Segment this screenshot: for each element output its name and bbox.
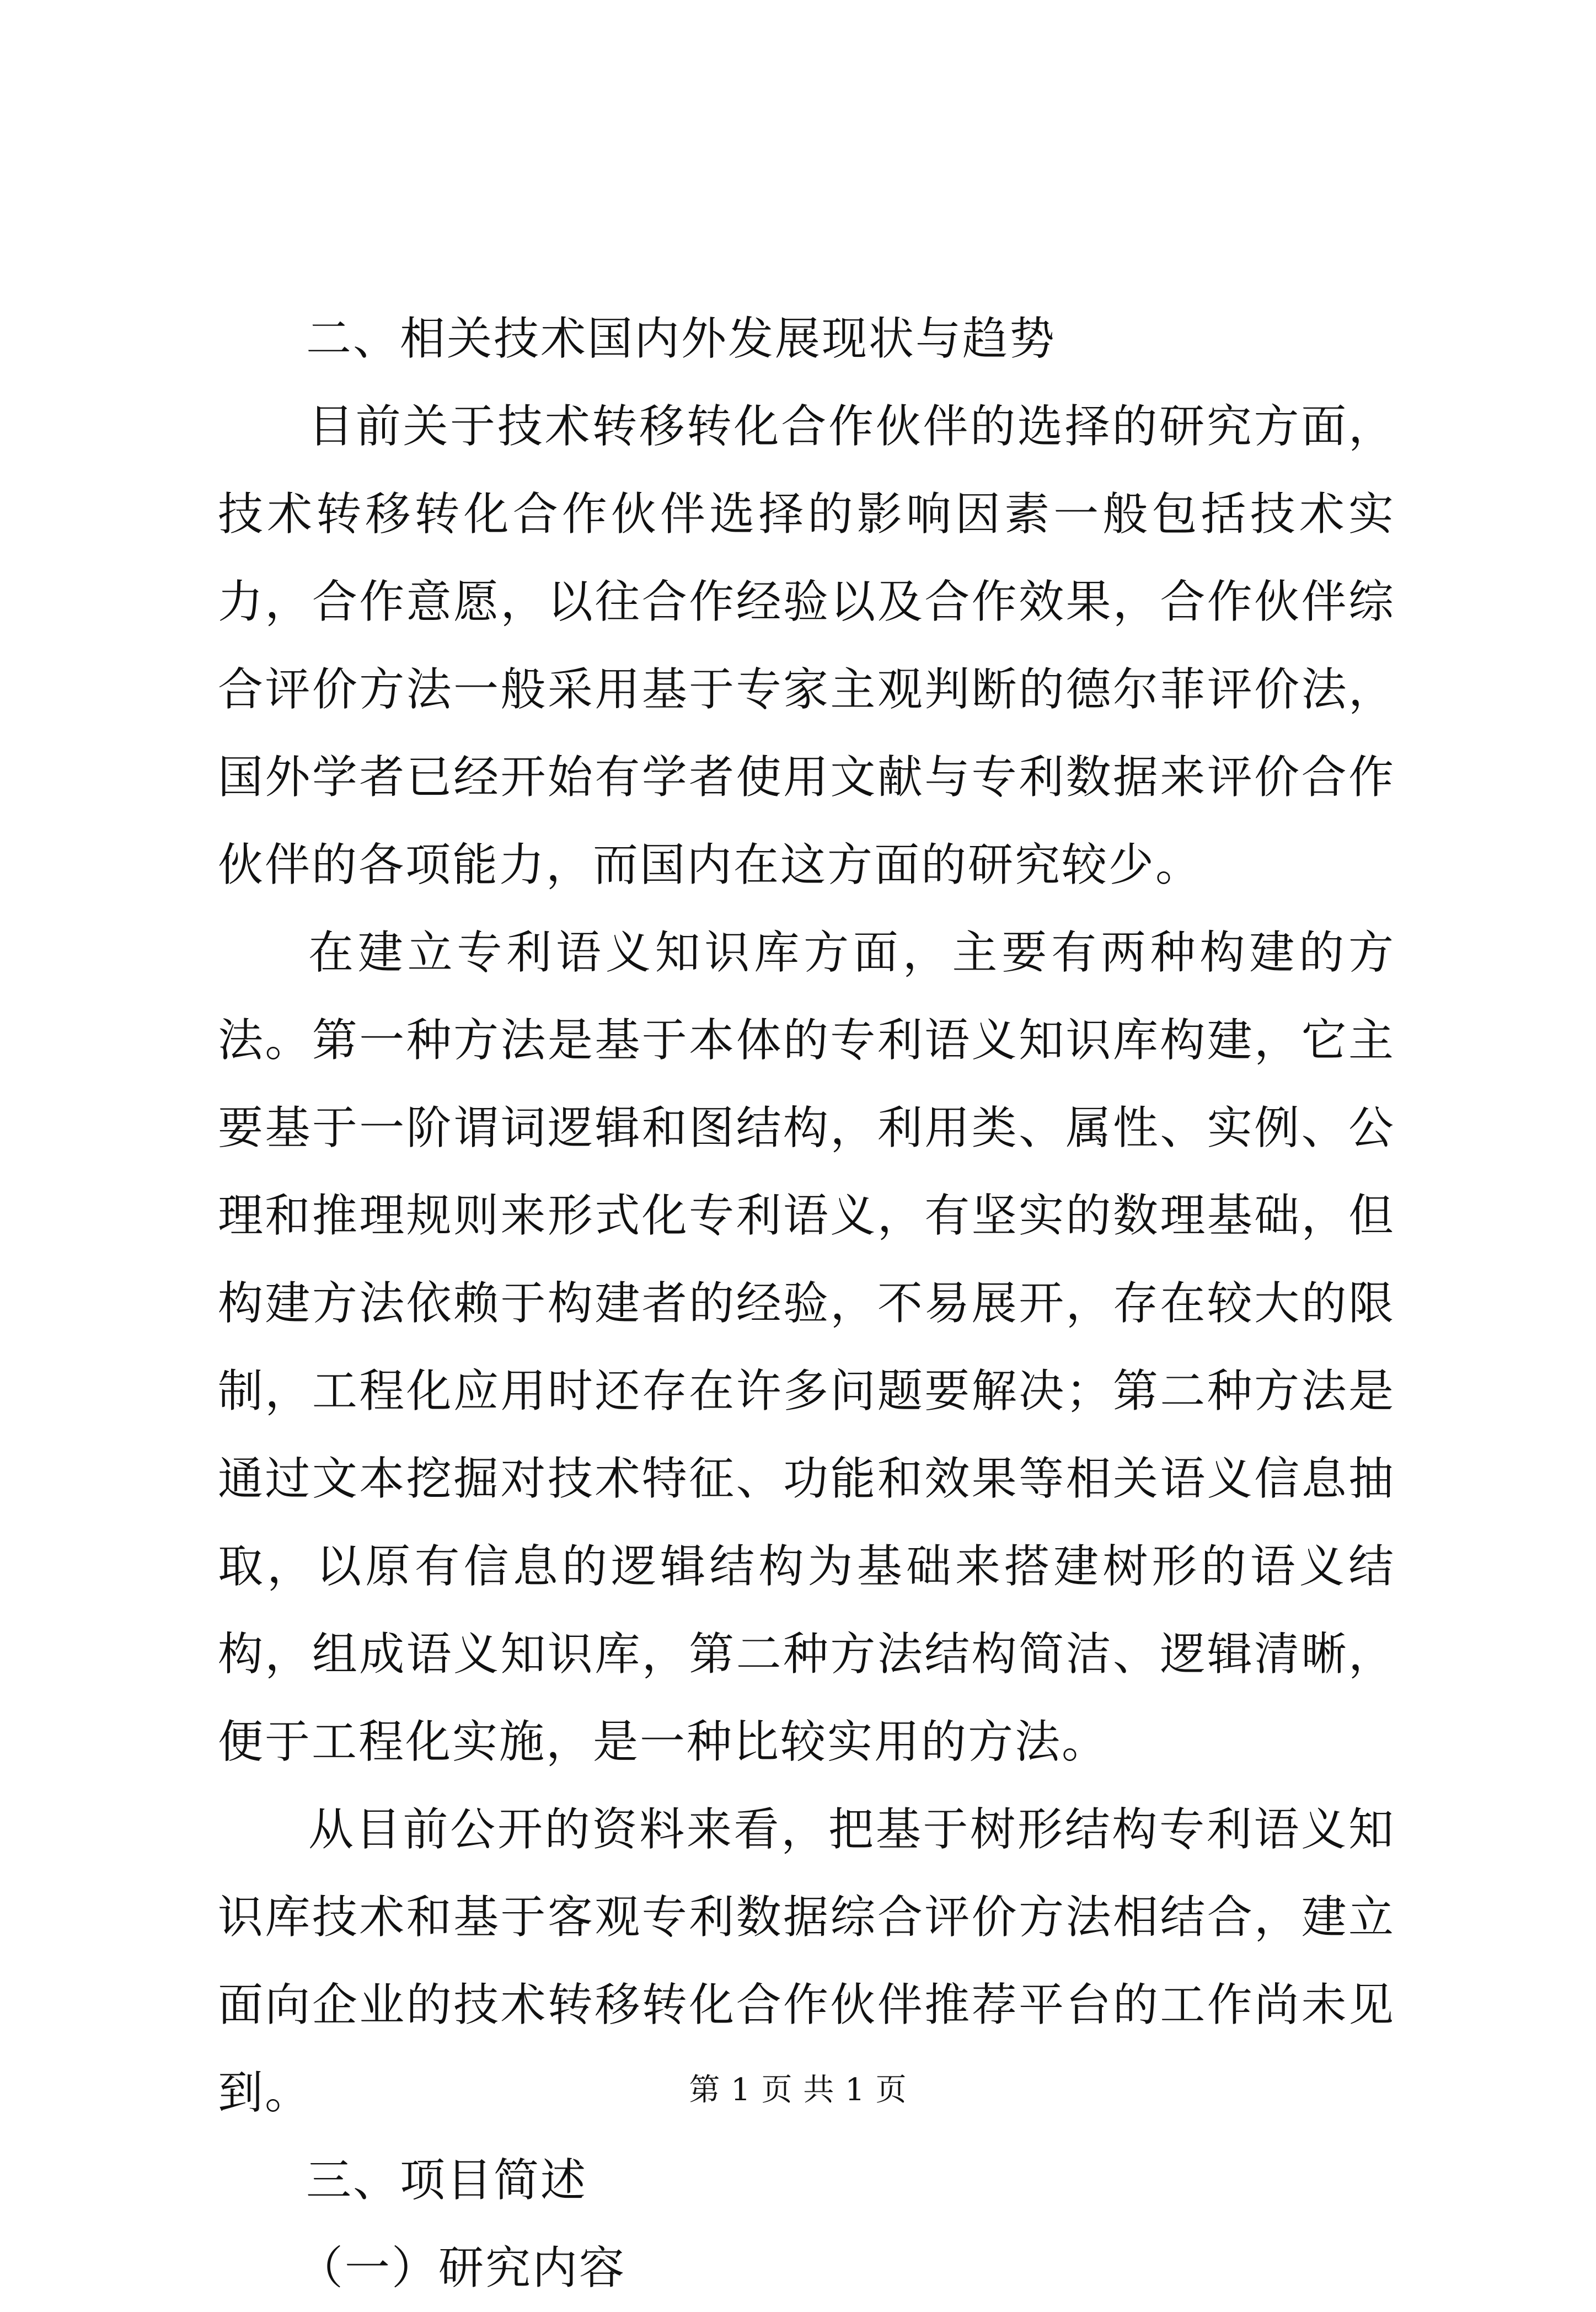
page-number-footer: 第 1 页 共 1 页 (689, 2072, 907, 2108)
section-heading: 二、相关技术国内外发展现状与趋势 (306, 313, 1057, 365)
document-body (218, 295, 1395, 2312)
subsection-heading: （一）研究内容 (298, 2242, 626, 2294)
body-paragraph: 从目前公开的资料来看，把基于树形结构专利语义知识库技术和基于客观专利数据综合评价方法相结合，建立面向企业的技术转移转化合作伙伴推荐平台的工作尚未见到。 (218, 1803, 1395, 2119)
section-heading: 三、项目简述 (306, 2154, 588, 2207)
body-paragraph: 在建立专利语义知识库方面，主要有两种构建的方法。第一种方法是基于本体的专利语义知识库构建，它主要基于一阶谓词逻辑和图结构，利用类、属性、实例、公理和推理规则来形式化专利语义，有坚实的数理基础，但构建方法依赖于构建者的经验，不易展开，存在较大的限制，工程化应用时还存在许多问题要解决；第二种方法是通过文本挖掘对技术特征、功能和效果等相关语义信息抽取，以原有信息的逻辑结构为基础来搭建树形的语义结构，组成语义知识库，第二种方法结构简洁、逻辑清晰，便于工程化实施，是一种比较实用的方法。 (218, 927, 1395, 1768)
body-paragraph: 目前关于技术转移转化合作伙伴的选择的研究方面，技术转移转化合作伙伴选择的影响因素一般包括技术实力，合作意愿，以往合作经验以及合作效果，合作伙伴综合评价方法一般采用基于专家主观判断的德尔菲评价法，国外学者已经开始有学者使用文献与专利数据来评价合作伙伴的各项能力，而国内在这方面的研究较少。 (218, 400, 1395, 891)
